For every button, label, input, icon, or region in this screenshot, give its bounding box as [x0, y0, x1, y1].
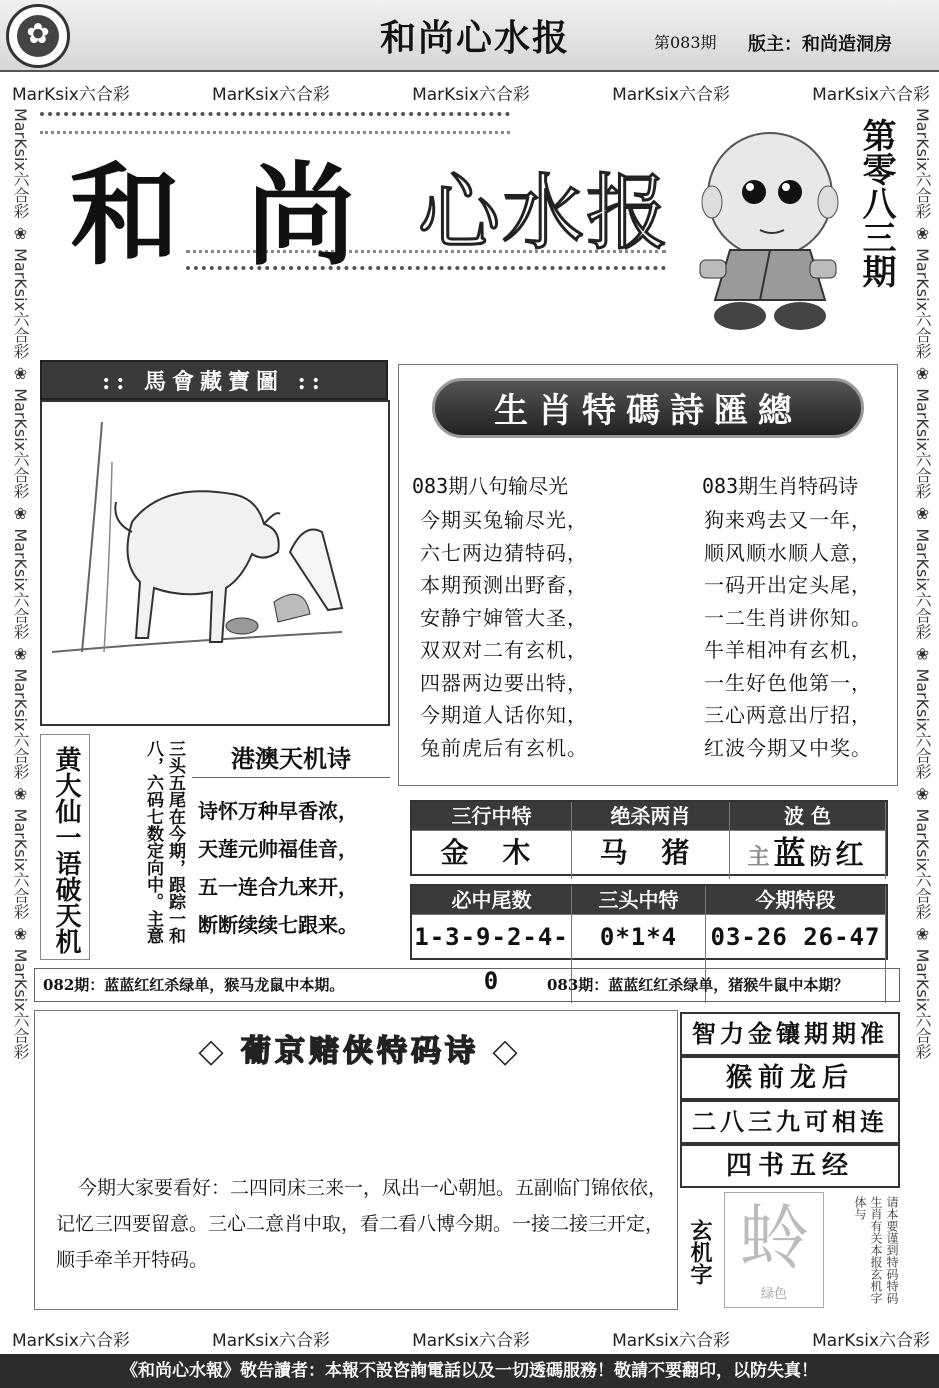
poem1-body	[420, 504, 588, 764]
border-bottom-watermark	[8, 1326, 934, 1351]
border-watermark-text: MarKsix六合彩	[212, 85, 330, 105]
wave-guard-color: 红	[835, 838, 868, 871]
border-watermark-text: MarKsix六合彩	[412, 1331, 530, 1351]
border-watermark-text: MarKsix六合彩	[913, 248, 932, 360]
mystery-char-sub: 绿色	[760, 1287, 787, 1302]
border-top-watermark	[8, 80, 934, 105]
poem2-line: 顺风顺水顺人意，	[704, 540, 872, 565]
border-watermark-text: MarKsix六合彩	[913, 808, 932, 920]
grid1-header: 绝杀两肖	[572, 802, 730, 830]
border-watermark-text: MarKsix六合彩	[612, 1331, 730, 1351]
gangao-poem-line: 五一连合九来开，	[198, 875, 358, 899]
ox-illustration-icon	[42, 402, 388, 724]
border-watermark-text: MarKsix六合彩	[913, 108, 932, 219]
issue-number: 第083期	[654, 33, 717, 52]
previous-issue-result: 082期：蓝蓝红红杀绿单，猴马龙鼠中本期。	[43, 976, 345, 994]
poem2-line: 红波今期又中奖。	[704, 735, 872, 760]
grid1-header: 波 色	[730, 802, 886, 830]
zodiac-poem-banner: 生肖特碼詩匯總	[432, 378, 864, 438]
border-watermark-text: MarKsix六合彩	[913, 948, 932, 1060]
poem2-line: 一生好色他第一，	[704, 670, 872, 695]
kill-two-zodiac-value: 马 猪	[572, 830, 730, 879]
border-watermark-text: MarKsix六合彩	[11, 808, 30, 920]
monk-mascot-icon	[690, 120, 840, 340]
treasure-map-title: :: 馬會藏寶圖 ::	[40, 360, 388, 400]
gamble-poem-body: 今期大家要看好：二四同床三来一，凤出一心朝旭。五副临门锦依依，记忆三四要留意。三心二意肖中取，看二看八博今期。一接二接三开定，顺手牵羊开特码。	[56, 1177, 668, 1271]
special-range-value: 03-26 26-47	[706, 914, 886, 1003]
border-watermark-text: MarKsix六合彩	[11, 528, 30, 640]
treasure-map-panel	[40, 400, 390, 726]
poem2-heading: 083期生肖特码诗	[702, 474, 859, 498]
header-title-char-2: 尚	[246, 151, 356, 280]
header-title-char-1: 和	[70, 151, 180, 280]
tail-numbers-value: 1-3-9-2-4-0	[412, 914, 572, 1003]
grid2-header: 三头中特	[572, 886, 706, 914]
fairy-oracle-text: 三头五尾在今期，跟踪一和八，六码七数定向中。主意	[143, 740, 185, 944]
border-watermark-text: MarKsix六合彩	[612, 85, 730, 105]
border-watermark-text: MarKsix六合彩	[11, 668, 30, 780]
border-watermark-text: MarKsix六合彩	[812, 1331, 930, 1351]
grid1-header: 三行中特	[412, 802, 572, 830]
gamble-poem-title: ◆ 葡京赌侠特码诗 ◆	[199, 1034, 521, 1069]
three-elements-value: 金 木	[412, 830, 572, 879]
gangao-poem-line: 断断续续七跟来。	[198, 913, 358, 937]
header-title-rest: 心水报	[418, 166, 671, 261]
mystery-char: 蛉	[739, 1197, 809, 1279]
poem2-body	[704, 504, 872, 764]
poem1-line: 双双对二有玄机，	[420, 638, 588, 662]
poem2-line: 三心两意出厅招，	[704, 703, 872, 727]
grid2-header: 今期特段	[706, 886, 886, 914]
gangao-poem-line: 诗怀万种早香浓，	[198, 799, 358, 823]
gangao-poem-title: 港澳天机诗	[192, 740, 390, 778]
current-issue-result: 083期：蓝蓝红红杀绿单，猪猴牛鼠中本期？	[547, 976, 849, 994]
poem2-line: 牛羊相冲有玄机，	[704, 638, 872, 662]
right-box-slogan: 智力金镶期期准	[680, 1012, 900, 1056]
right-box-hint-3: 四书五经	[680, 1144, 900, 1188]
poem1-line: 兔前虎后有玄机。	[420, 735, 588, 760]
poem1-line: 安静宁婶管大圣，	[420, 605, 588, 630]
wave-main-label: 主	[747, 844, 774, 870]
border-watermark-text: MarKsix六合彩	[12, 85, 130, 105]
three-heads-value: 0*1*4	[572, 914, 706, 1003]
gangao-poem-lines	[198, 792, 386, 944]
border-watermark-text: MarKsix六合彩	[11, 248, 30, 360]
border-watermark-text: MarKsix六合彩	[11, 388, 30, 500]
border-watermark-text: MarKsix六合彩	[913, 528, 932, 640]
border-watermark-text: MarKsix六合彩	[11, 948, 30, 1060]
mystery-char-label: 玄机字	[687, 1219, 713, 1285]
editor-credit: 版主：和尚造洞房	[748, 34, 892, 55]
poem2-line: 狗来鸡去又一年，	[704, 508, 872, 532]
right-box-hint-2: 二八三九可相连	[680, 1100, 900, 1144]
masthead-title: 和尚心水报	[380, 17, 571, 59]
poem1-line: 本期预测出野畜，	[420, 573, 588, 597]
border-watermark-text: MarKsix六合彩	[11, 108, 30, 219]
border-watermark-text: MarKsix六合彩	[412, 85, 530, 105]
poem2-line: 一码开出定头尾，	[704, 573, 872, 597]
issue-results-strip	[34, 968, 900, 1002]
poem1-line: 今期买兔输尽光，	[420, 508, 588, 532]
right-box-hint-1: 猴前龙后	[680, 1056, 900, 1100]
wave-main-color: 蓝	[773, 834, 810, 872]
border-left-watermark: MarKsix六合彩 ❀ MarKsix六合彩 ❀ MarKsix六合彩 ❀ MarKsix六合彩 ❀ MarKsix六合彩 ❀ MarKsix六合彩 ❀ MarKsix六合彩	[11, 108, 30, 1060]
wave-guard-label: 防	[809, 844, 836, 870]
mystery-char-note: 请本要谨到特码特码生肖有关本报玄机字体与	[853, 1196, 899, 1304]
border-watermark-text: MarKsix六合彩	[913, 668, 932, 780]
poem1-line: 六七两边猜特码，	[420, 540, 588, 565]
poem1-line: 今期道人话你知，	[420, 703, 588, 727]
border-watermark-text: MarKsix六合彩	[12, 1331, 130, 1351]
poem1-heading: 083期八句输尽光	[412, 474, 569, 498]
wave-color-value	[730, 830, 886, 879]
gamble-poem-title-text: 葡京赌侠特码诗	[241, 1034, 479, 1069]
border-watermark-text: MarKsix六合彩	[212, 1331, 330, 1351]
border-watermark-text: MarKsix六合彩	[812, 85, 930, 105]
border-watermark-text: MarKsix六合彩	[913, 388, 932, 500]
border-right-watermark: MarKsix六合彩 ❀ MarKsix六合彩 ❀ MarKsix六合彩 ❀ MarKsix六合彩 ❀ MarKsix六合彩 ❀ MarKsix六合彩 ❀ MarKsix六合彩	[913, 108, 932, 1060]
mystery-char-box	[724, 1192, 824, 1308]
fairy-oracle-title: 黄大仙一语破天机	[40, 734, 90, 960]
poem1-line: 四器两边要出特，	[420, 670, 588, 695]
vertical-issue-label: 第零八三期	[856, 118, 896, 288]
prediction-grid-1	[410, 800, 888, 876]
bauhinia-logo-icon: ✿	[6, 4, 70, 68]
gangao-poem-line: 天莲元帅福佳音，	[198, 837, 358, 861]
grid2-header: 必中尾数	[412, 886, 572, 914]
footer-notice: 《和尚心水報》敬告讀者：本報不設咨詢電話以及一切透碼服務！敬請不要翻印，以防失真！	[0, 1354, 939, 1388]
poem2-line: 一二生肖讲你知。	[704, 605, 872, 630]
